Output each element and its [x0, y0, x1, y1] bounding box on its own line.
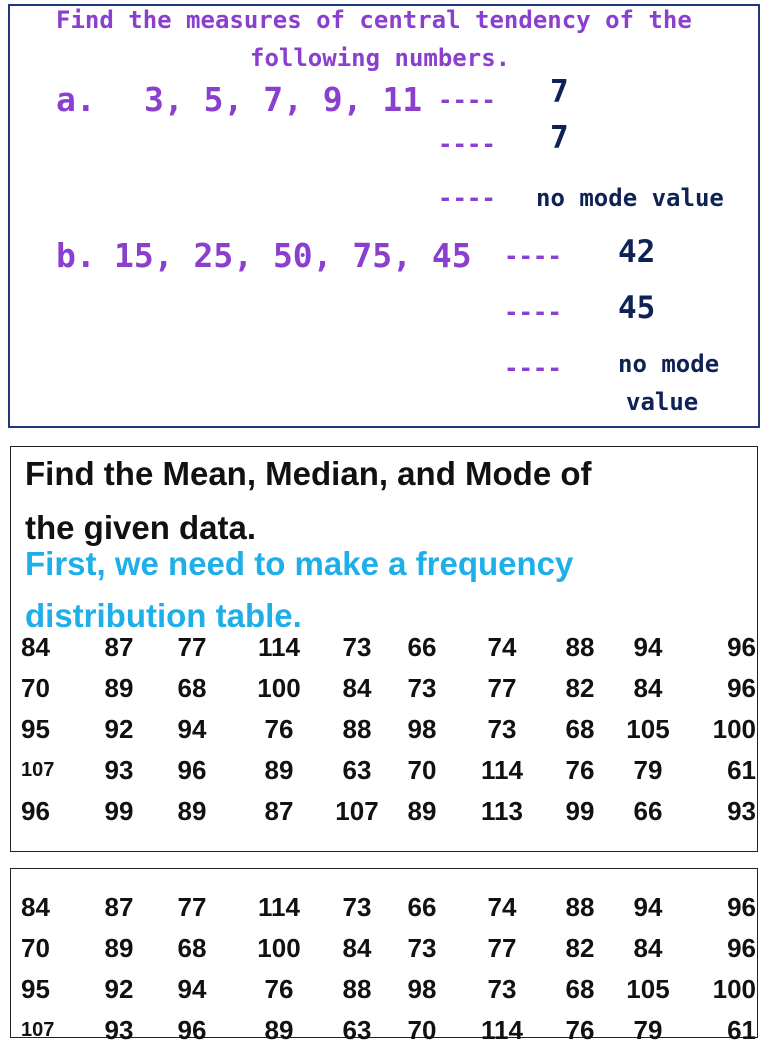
- part-b-mean: 42: [618, 234, 656, 270]
- part-a-dash-mode: ----: [438, 184, 496, 212]
- data-cell: 100: [712, 974, 756, 1004]
- data-cell: 84: [633, 933, 663, 963]
- heading-line1: Find the Mean, Median, and Mode of: [25, 455, 592, 492]
- data-cell: 82: [565, 933, 595, 963]
- data-cell: 88: [565, 632, 595, 662]
- data-cell: 68: [177, 933, 207, 963]
- data-cell: 96: [727, 933, 756, 963]
- data-cell: 84: [342, 673, 372, 703]
- data-cell: 89: [104, 673, 134, 703]
- data-cell: 70: [21, 673, 50, 703]
- panel-title-line1: Find the measures of central tendency of the: [56, 6, 692, 34]
- data-cell: 98: [407, 714, 437, 744]
- data-row: [21, 750, 756, 791]
- data-cell: 74: [487, 632, 517, 662]
- data-cell: 99: [104, 796, 134, 826]
- data-cell: 94: [177, 714, 207, 744]
- data-cell: 93: [104, 755, 134, 785]
- subheading-line2: distribution table.: [25, 597, 302, 634]
- subheading-line1: First, we need to make a frequency: [25, 545, 574, 582]
- data-cell: 96: [21, 796, 50, 826]
- data-cell: 84: [342, 933, 372, 963]
- data-cell: 100: [712, 714, 756, 744]
- data-cell: 107: [21, 759, 55, 781]
- data-cell: 107: [335, 796, 379, 826]
- data-cell: 114: [258, 632, 300, 662]
- data-cell: 77: [177, 632, 207, 662]
- data-cell: 88: [342, 974, 372, 1004]
- central-tendency-panel: [8, 4, 760, 428]
- data-cell: 76: [565, 755, 595, 785]
- data-cell: 63: [342, 755, 372, 785]
- data-row: [21, 928, 756, 969]
- data-cell: 113: [481, 796, 523, 826]
- data-cell: 92: [104, 714, 134, 744]
- data-cell: 89: [104, 933, 134, 963]
- data-cell: 66: [407, 892, 437, 922]
- data-cell: 99: [565, 796, 595, 826]
- data-cell: 105: [626, 714, 670, 744]
- data-row: [21, 627, 756, 668]
- data-cell: 92: [104, 974, 134, 1004]
- data-cell: 63: [342, 1015, 372, 1045]
- data-cell: 89: [177, 796, 207, 826]
- panel-title-line2: following numbers.: [250, 44, 511, 72]
- data-cell: 61: [727, 755, 756, 785]
- data-cell: 76: [264, 714, 294, 744]
- data-row: [21, 668, 756, 709]
- data-cell: 73: [407, 933, 437, 963]
- data-cell: 79: [633, 1015, 663, 1045]
- data-cell: 96: [727, 632, 756, 662]
- data-cell: 74: [487, 892, 517, 922]
- data-row: [21, 887, 756, 928]
- data-cell: 100: [257, 933, 301, 963]
- data-cell: 66: [407, 632, 437, 662]
- data-cell: 94: [633, 632, 663, 662]
- heading-line2: the given data.: [25, 509, 257, 546]
- data-cell: 87: [104, 892, 134, 922]
- part-b-dash-median: ----: [504, 298, 562, 326]
- data-cell: 76: [264, 974, 294, 1004]
- data-cell: 84: [633, 673, 663, 703]
- part-a-mode: no mode value: [536, 184, 724, 212]
- data-cell: 76: [565, 1015, 595, 1045]
- data-cell: 66: [633, 796, 663, 826]
- part-a-mean: 7: [550, 74, 569, 110]
- data-cell: 95: [21, 714, 50, 744]
- data-cell: 114: [481, 1015, 523, 1045]
- part-b-mode-line2: value: [626, 388, 699, 416]
- data-grid: [21, 627, 756, 832]
- data-cell: 88: [342, 714, 372, 744]
- data-cell: 93: [104, 1015, 134, 1045]
- data-cell: 68: [565, 974, 595, 1004]
- data-cell: 84: [21, 892, 50, 922]
- data-cell: 77: [177, 892, 207, 922]
- data-row: [21, 709, 756, 750]
- data-cell: 96: [727, 892, 756, 922]
- part-b-dash-mode: ----: [504, 354, 562, 382]
- data-grid-repeat: [21, 887, 756, 1051]
- data-cell: 89: [407, 796, 437, 826]
- data-cell: 107: [21, 1019, 55, 1041]
- part-a-numbers: 3, 5, 7, 9, 11: [144, 80, 423, 119]
- data-cell: 88: [565, 892, 595, 922]
- data-cell: 61: [727, 1015, 756, 1045]
- data-cell: 96: [177, 1015, 207, 1045]
- data-cell: 84: [21, 632, 50, 662]
- data-cell: 100: [257, 673, 301, 703]
- data-cell: 94: [177, 974, 207, 1004]
- data-cell: 70: [21, 933, 50, 963]
- mean-median-mode-panel: [10, 446, 758, 852]
- data-cell: 114: [258, 892, 300, 922]
- part-a-dash-mean: ----: [438, 86, 496, 114]
- data-cell: 95: [21, 974, 50, 1004]
- data-row: [21, 1010, 756, 1051]
- part-b-mode-line1: no mode: [618, 350, 720, 378]
- data-cell: 68: [177, 673, 207, 703]
- part-a-median: 7: [550, 120, 569, 156]
- part-b-median: 45: [618, 290, 656, 326]
- part-a-dash-median: ----: [438, 130, 496, 158]
- data-cell: 89: [264, 1015, 294, 1045]
- data-cell: 82: [565, 673, 595, 703]
- part-b-dash-mean: ----: [504, 242, 562, 270]
- data-cell: 96: [177, 755, 207, 785]
- data-cell: 73: [342, 892, 372, 922]
- data-cell: 73: [407, 673, 437, 703]
- data-cell: 79: [633, 755, 663, 785]
- data-cell: 70: [407, 755, 437, 785]
- data-repeat-panel: [10, 868, 758, 1045]
- part-b-numbers: 15, 25, 50, 75, 45: [114, 236, 472, 275]
- data-cell: 105: [626, 974, 670, 1004]
- data-cell: 77: [487, 673, 517, 703]
- part-a-label: a.: [56, 80, 96, 119]
- data-cell: 68: [565, 714, 595, 744]
- data-row: [21, 969, 756, 1010]
- data-cell: 70: [407, 1015, 437, 1045]
- data-cell: 98: [407, 974, 437, 1004]
- data-cell: 87: [104, 632, 134, 662]
- data-cell: 77: [487, 933, 517, 963]
- data-cell: 96: [727, 673, 756, 703]
- data-cell: 73: [487, 974, 517, 1004]
- data-row: [21, 791, 756, 832]
- data-cell: 73: [342, 632, 372, 662]
- data-cell: 87: [264, 796, 294, 826]
- data-cell: 89: [264, 755, 294, 785]
- data-cell: 93: [727, 796, 756, 826]
- data-cell: 94: [633, 892, 663, 922]
- data-cell: 114: [481, 755, 523, 785]
- part-b-label: b.: [56, 236, 96, 275]
- data-cell: 73: [487, 714, 517, 744]
